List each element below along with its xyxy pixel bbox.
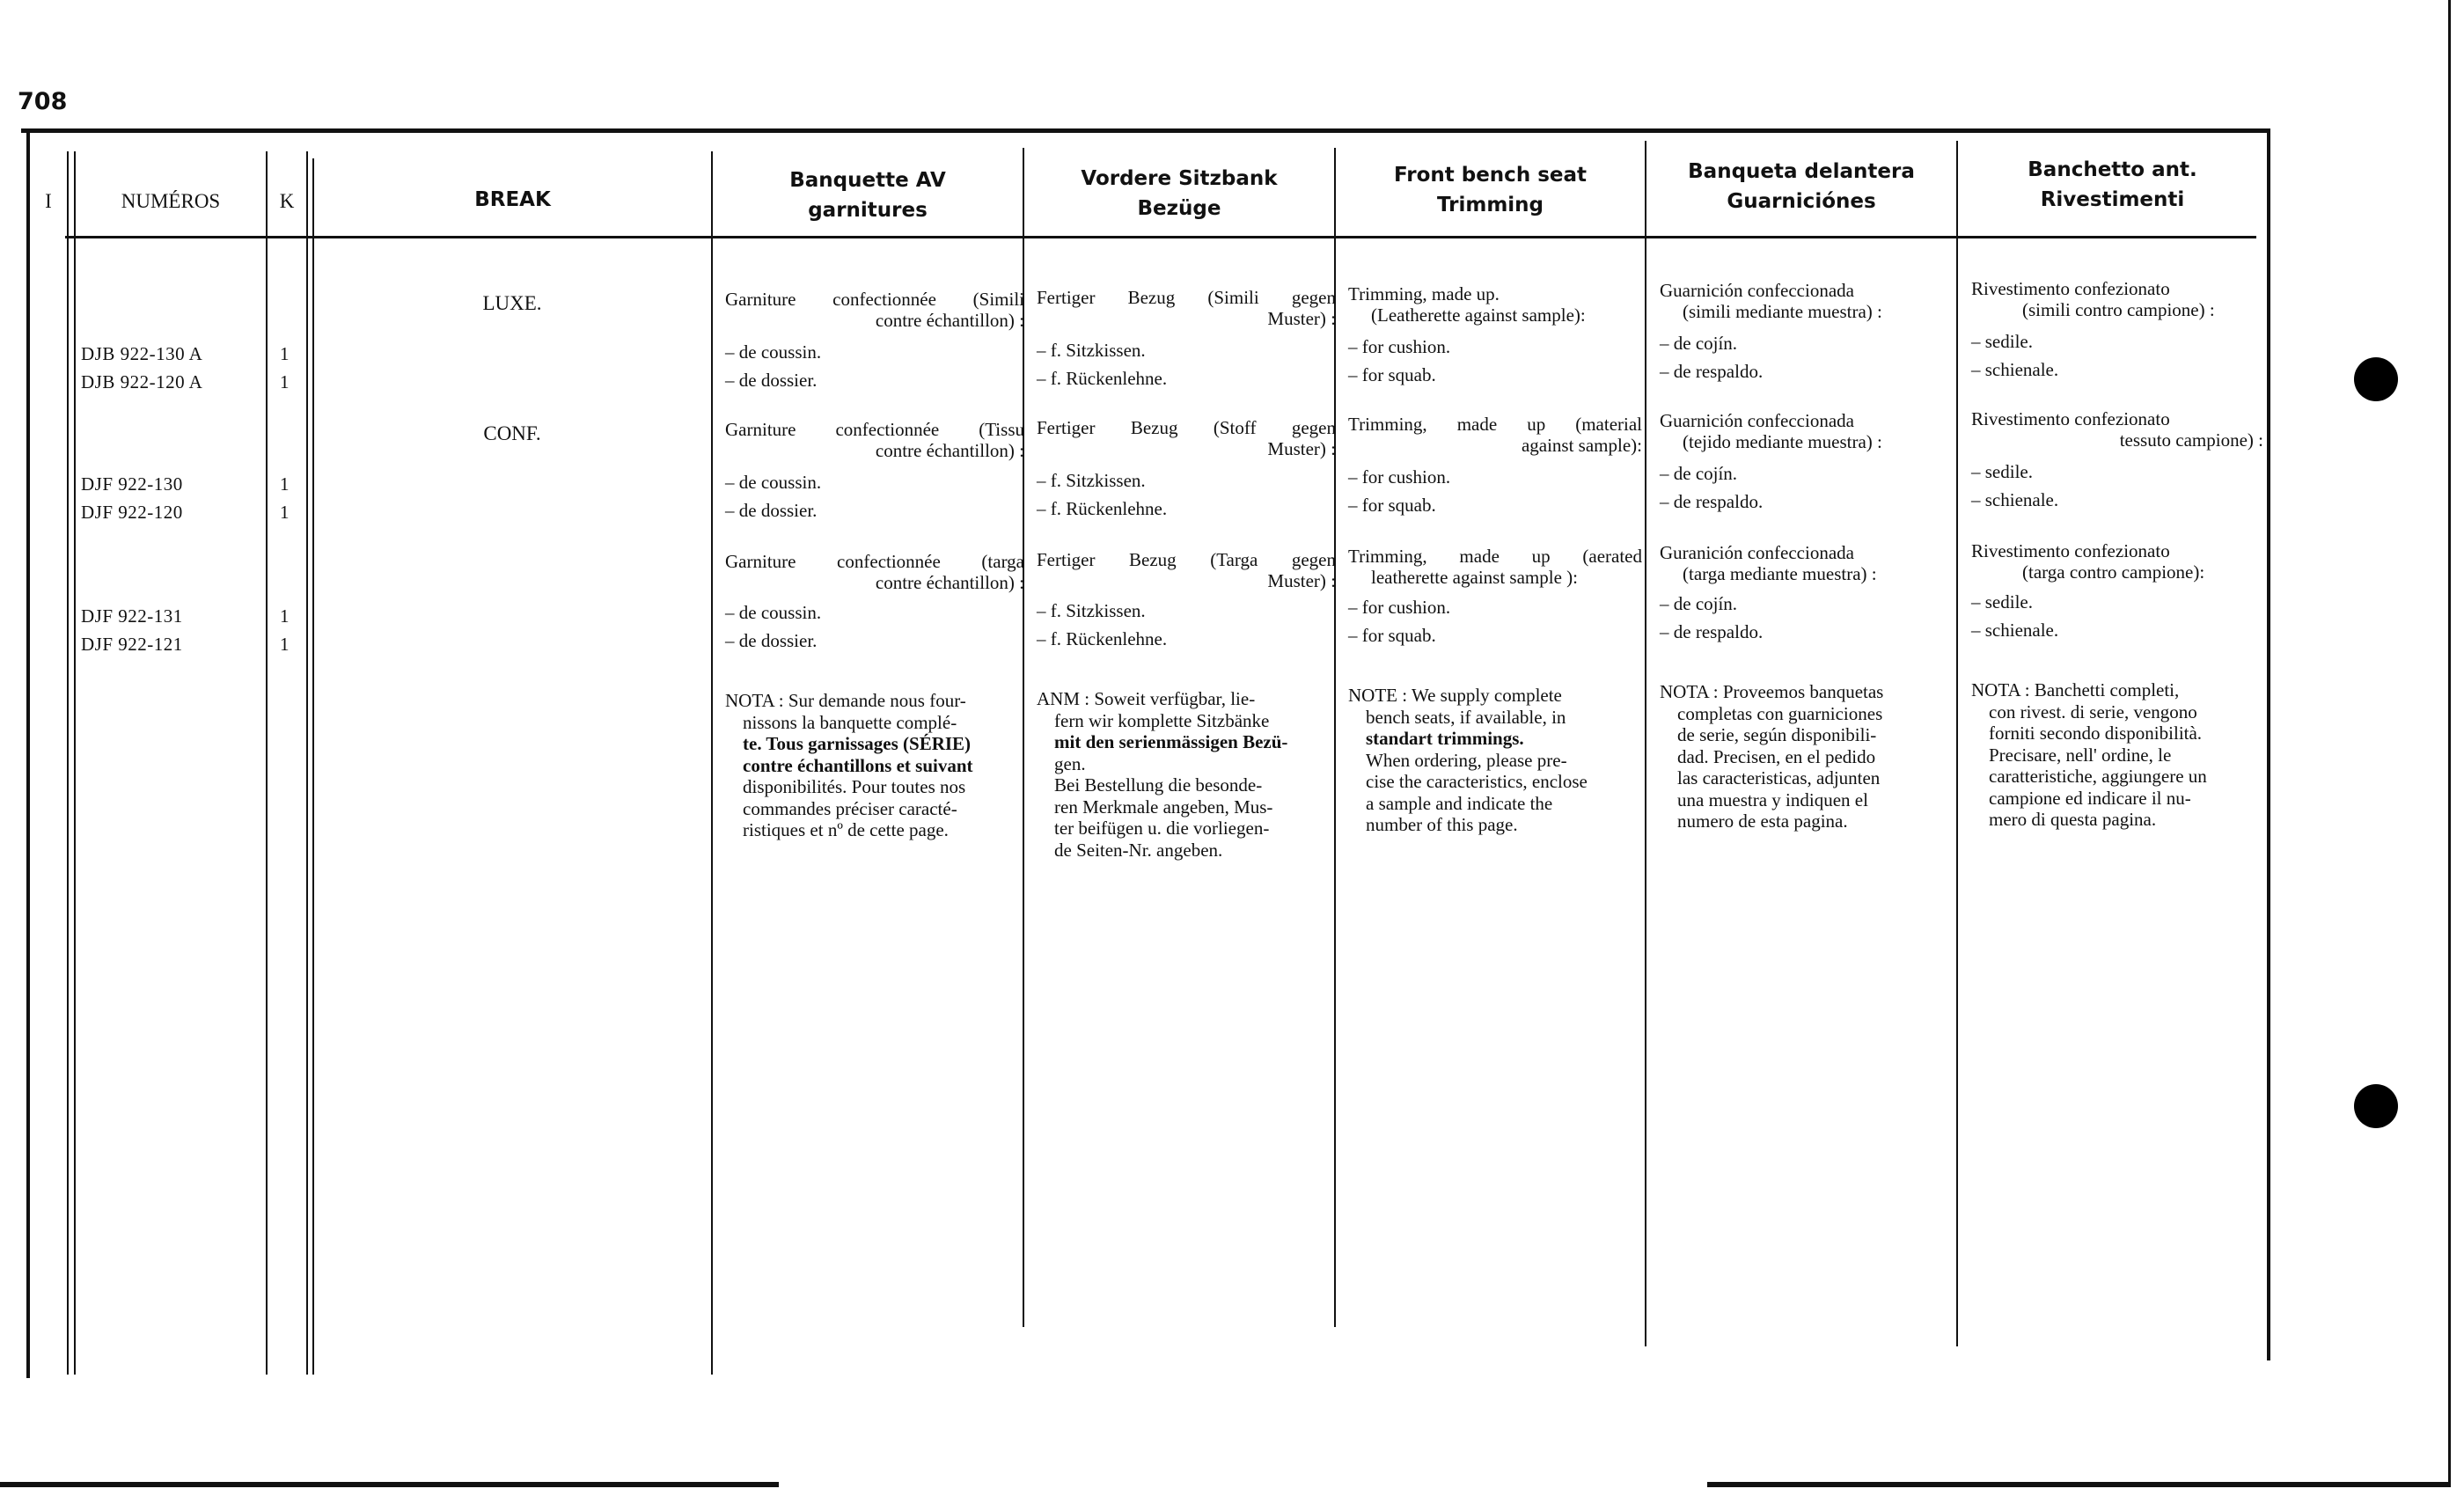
model-label-conf: CONF. bbox=[483, 422, 541, 444]
note-fr bbox=[725, 690, 1021, 841]
note-it bbox=[1971, 679, 2267, 831]
note-line: gen. bbox=[1054, 752, 1086, 774]
description-en bbox=[1348, 546, 1642, 588]
description-line: (targa mediante muestra) : bbox=[1683, 563, 1877, 584]
description-fr bbox=[725, 419, 1024, 461]
header-bottom-rule bbox=[65, 236, 2256, 238]
item-line: – de coussin. bbox=[725, 341, 822, 363]
note-line: Precisare, nell' ordine, le bbox=[1989, 744, 2172, 766]
description-es bbox=[1660, 542, 1952, 584]
table-top-border bbox=[21, 128, 2270, 133]
header-lang-fr bbox=[713, 165, 1023, 225]
note-line: de Seiten-Nr. angeben. bbox=[1054, 839, 1223, 861]
item-line: – for squab. bbox=[1348, 495, 1436, 516]
item-line: – f. Sitzkissen. bbox=[1037, 340, 1146, 361]
item-line: – sedile. bbox=[1971, 461, 2033, 482]
description-line: leatherette against sample ): bbox=[1371, 567, 1578, 588]
note-line: de serie, según disponibili- bbox=[1677, 724, 1877, 745]
page-number: 708 bbox=[18, 88, 68, 115]
item-line: – f. Sitzkissen. bbox=[1037, 600, 1146, 621]
note-de bbox=[1037, 688, 1332, 861]
item-line: – for cushion. bbox=[1348, 597, 1451, 618]
table-left-border bbox=[26, 128, 30, 1378]
description-es bbox=[1660, 410, 1952, 452]
part-quantity: 1 bbox=[280, 371, 290, 392]
header-lang-en-line2: Trimming bbox=[1436, 194, 1544, 216]
item-line: – de dossier. bbox=[725, 630, 818, 651]
description-line: Fertiger Bezug (Stoff gegen bbox=[1037, 417, 1336, 438]
description-line: (simili mediante muestra) : bbox=[1683, 301, 1882, 322]
page-bottom-rule-right bbox=[1707, 1482, 2451, 1487]
column-rule-k-2 bbox=[312, 158, 314, 1375]
column-rule-numeros bbox=[266, 151, 268, 1375]
part-number: DJB 922-120 A bbox=[81, 371, 203, 392]
note-line: bench seats, if available, in bbox=[1366, 706, 1566, 728]
header-col-numeros: NUMÉROS bbox=[121, 190, 221, 212]
item-line: – de cojín. bbox=[1660, 463, 1738, 484]
header-lang-es-line2: Guarniciónes bbox=[1727, 190, 1876, 213]
description-fr bbox=[725, 289, 1024, 331]
note-line: mero di questa pagina. bbox=[1989, 809, 2157, 830]
column-rule-i-2 bbox=[74, 151, 76, 1375]
description-line: Muster) : bbox=[1267, 570, 1336, 591]
item-line: – schienale. bbox=[1971, 489, 2059, 510]
column-rule-en bbox=[1645, 141, 1646, 1346]
description-line: Guarnición confeccionada bbox=[1660, 410, 1854, 431]
part-number: DJF 922-130 bbox=[81, 473, 183, 495]
part-number: DJF 922-121 bbox=[81, 634, 183, 655]
item-line: – de respaldo. bbox=[1660, 621, 1764, 642]
page-right-edge bbox=[2448, 0, 2451, 1487]
description-line: Trimming, made up (aerated bbox=[1348, 546, 1642, 567]
header-lang-en bbox=[1336, 160, 1645, 220]
header-col-k: K bbox=[279, 190, 295, 212]
column-rule-es bbox=[1956, 141, 1958, 1346]
item-line: – for cushion. bbox=[1348, 336, 1451, 357]
note-line: numero de esta pagina. bbox=[1677, 810, 1848, 832]
note-line: disponibilités. Pour toutes nos bbox=[743, 776, 966, 797]
description-fr bbox=[725, 551, 1024, 593]
part-number: DJF 922-120 bbox=[81, 502, 183, 523]
description-line: (tejido mediante muestra) : bbox=[1683, 431, 1882, 452]
description-line: Trimming, made up (material bbox=[1348, 414, 1642, 435]
note-line: ren Merkmale angeben, Mus- bbox=[1054, 796, 1273, 818]
description-line: (Leatherette against sample): bbox=[1371, 304, 1586, 326]
note-line: NOTE : We supply complete bbox=[1348, 685, 1562, 706]
column-rule-i bbox=[67, 151, 69, 1375]
header-lang-fr-line2: garnitures bbox=[808, 199, 928, 222]
note-line: commandes préciser caracté- bbox=[743, 797, 957, 819]
description-it bbox=[1971, 540, 2263, 583]
header-lang-it bbox=[1958, 155, 2267, 215]
header-col-i: I bbox=[45, 190, 52, 212]
note-line: number of this page. bbox=[1366, 814, 1518, 835]
item-line: – sedile. bbox=[1971, 331, 2033, 352]
note-line: dad. Precisen, en el pedido bbox=[1677, 745, 1876, 767]
note-line: cise the caracteristics, enclose bbox=[1366, 771, 1588, 792]
note-line: las caracteristicas, adjunten bbox=[1677, 767, 1881, 788]
item-line: – for cushion. bbox=[1348, 466, 1451, 488]
description-de bbox=[1037, 549, 1336, 591]
description-line: Fertiger Bezug (Targa gegen bbox=[1037, 549, 1336, 570]
description-line: Rivestimento confezionato bbox=[1971, 278, 2170, 299]
description-line: tessuto campione) : bbox=[2119, 429, 2263, 451]
table-right-border bbox=[2267, 128, 2270, 1360]
part-quantity: 1 bbox=[280, 502, 290, 523]
part-quantity: 1 bbox=[280, 343, 290, 364]
note-line: mit den serienmässigen Bezü- bbox=[1054, 731, 1288, 752]
description-line: Garniture confectionnée (Tissu bbox=[725, 419, 1024, 440]
description-es bbox=[1660, 280, 1952, 322]
item-line: – f. Rückenlehne. bbox=[1037, 498, 1168, 519]
description-line: contre échantillon) : bbox=[875, 440, 1024, 461]
note-line: caratteristiche, aggiungere un bbox=[1989, 766, 2207, 787]
description-line: Garniture confectionnée (Simili bbox=[725, 289, 1024, 310]
note-en bbox=[1348, 685, 1644, 836]
item-line: – sedile. bbox=[1971, 591, 2033, 612]
item-line: – schienale. bbox=[1971, 620, 2059, 641]
header-lang-de-line2: Bezüge bbox=[1137, 197, 1221, 220]
item-line: – de coussin. bbox=[725, 472, 822, 493]
item-line: – de respaldo. bbox=[1660, 361, 1764, 382]
header-lang-it-line1: Banchetto ant. bbox=[2028, 158, 2197, 181]
part-quantity: 1 bbox=[280, 605, 290, 627]
header-lang-es-line1: Banqueta delantera bbox=[1688, 160, 1915, 183]
note-line: standart trimmings. bbox=[1366, 728, 1524, 749]
item-line: – f. Rückenlehne. bbox=[1037, 628, 1168, 649]
binder-hole-bottom bbox=[2354, 1084, 2398, 1128]
description-de bbox=[1037, 417, 1336, 459]
description-line: (simili contro campione) : bbox=[2022, 299, 2215, 320]
binder-hole-top bbox=[2354, 357, 2398, 401]
part-number: DJB 922-130 A bbox=[81, 343, 203, 364]
page-bottom-rule-left bbox=[0, 1482, 779, 1487]
description-en bbox=[1348, 283, 1642, 326]
description-it bbox=[1971, 278, 2263, 320]
description-line: Guarnición confeccionada bbox=[1660, 280, 1854, 301]
header-lang-de-line1: Vordere Sitzbank bbox=[1081, 167, 1278, 190]
note-line: forniti secondo disponibilità. bbox=[1989, 722, 2203, 744]
note-line: campione ed indicare il nu- bbox=[1989, 787, 2191, 809]
description-line: Fertiger Bezug (Simili gegen bbox=[1037, 287, 1336, 308]
part-quantity: 1 bbox=[280, 473, 290, 495]
note-es bbox=[1660, 681, 1955, 832]
note-line: NOTA : Proveemos banquetas bbox=[1660, 681, 1884, 702]
column-rule-k bbox=[306, 151, 308, 1375]
note-line: ristiques et nº de cette page. bbox=[743, 819, 949, 840]
description-line: against sample): bbox=[1521, 435, 1642, 456]
header-lang-es bbox=[1646, 157, 1956, 216]
note-line: When ordering, please pre- bbox=[1366, 749, 1567, 771]
note-line: te. Tous garnissages (SÉRIE) bbox=[743, 733, 972, 754]
note-line: a sample and indicate the bbox=[1366, 792, 1553, 814]
description-line: (targa contro campione): bbox=[2022, 561, 2205, 583]
item-line: – de coussin. bbox=[725, 602, 822, 623]
item-line: – f. Sitzkissen. bbox=[1037, 470, 1146, 491]
description-line: Guranición confeccionada bbox=[1660, 542, 1854, 563]
item-line: – for squab. bbox=[1348, 625, 1436, 646]
note-line: contre échantillons et suivant bbox=[743, 754, 973, 776]
note-line: ANM : Soweit verfügbar, lie- bbox=[1037, 688, 1256, 709]
column-rule-model bbox=[711, 151, 713, 1375]
description-line: Muster) : bbox=[1267, 308, 1336, 329]
description-line: Trimming, made up. bbox=[1348, 283, 1500, 304]
note-line: fern wir komplette Sitzbänke bbox=[1054, 709, 1270, 731]
header-lang-it-line2: Rivestimenti bbox=[2040, 188, 2185, 211]
description-line: Rivestimento confezionato bbox=[1971, 408, 2170, 429]
item-line: – f. Rückenlehne. bbox=[1037, 368, 1168, 389]
description-line: Muster) : bbox=[1267, 438, 1336, 459]
model-label-luxe: LUXE. bbox=[482, 292, 542, 314]
header-lang-de bbox=[1024, 164, 1334, 224]
description-line: contre échantillon) : bbox=[875, 572, 1024, 593]
note-line: NOTA : Sur demande nous four- bbox=[725, 690, 966, 711]
part-number: DJF 922-131 bbox=[81, 605, 183, 627]
note-line: nissons la banquette complé- bbox=[743, 711, 957, 733]
description-line: Rivestimento confezionato bbox=[1971, 540, 2170, 561]
note-line: NOTA : Banchetti completi, bbox=[1971, 679, 2180, 700]
item-line: – schienale. bbox=[1971, 359, 2059, 380]
header-col-model: BREAK bbox=[474, 188, 551, 211]
description-de bbox=[1037, 287, 1336, 329]
header-lang-fr-line1: Banquette AV bbox=[789, 169, 946, 192]
item-line: – de cojín. bbox=[1660, 333, 1738, 354]
item-line: – de cojín. bbox=[1660, 593, 1738, 614]
item-line: – de respaldo. bbox=[1660, 491, 1764, 512]
description-it bbox=[1971, 408, 2263, 451]
item-line: – de dossier. bbox=[725, 500, 818, 521]
part-quantity: 1 bbox=[280, 634, 290, 655]
note-line: completas con guarniciones bbox=[1677, 702, 1883, 724]
description-line: contre échantillon) : bbox=[875, 310, 1024, 331]
note-line: Bei Bestellung die besonde- bbox=[1054, 774, 1263, 796]
item-line: – for squab. bbox=[1348, 364, 1436, 385]
item-line: – de dossier. bbox=[725, 370, 818, 391]
note-line: con rivest. di serie, vengono bbox=[1989, 700, 2197, 722]
note-line: ter beifügen u. die vorliegen- bbox=[1054, 818, 1270, 839]
note-line: una muestra y indiquen el bbox=[1677, 788, 1868, 810]
description-en bbox=[1348, 414, 1642, 456]
header-lang-en-line1: Front bench seat bbox=[1393, 164, 1588, 187]
description-line: Garniture confectionnée (targa bbox=[725, 551, 1024, 572]
